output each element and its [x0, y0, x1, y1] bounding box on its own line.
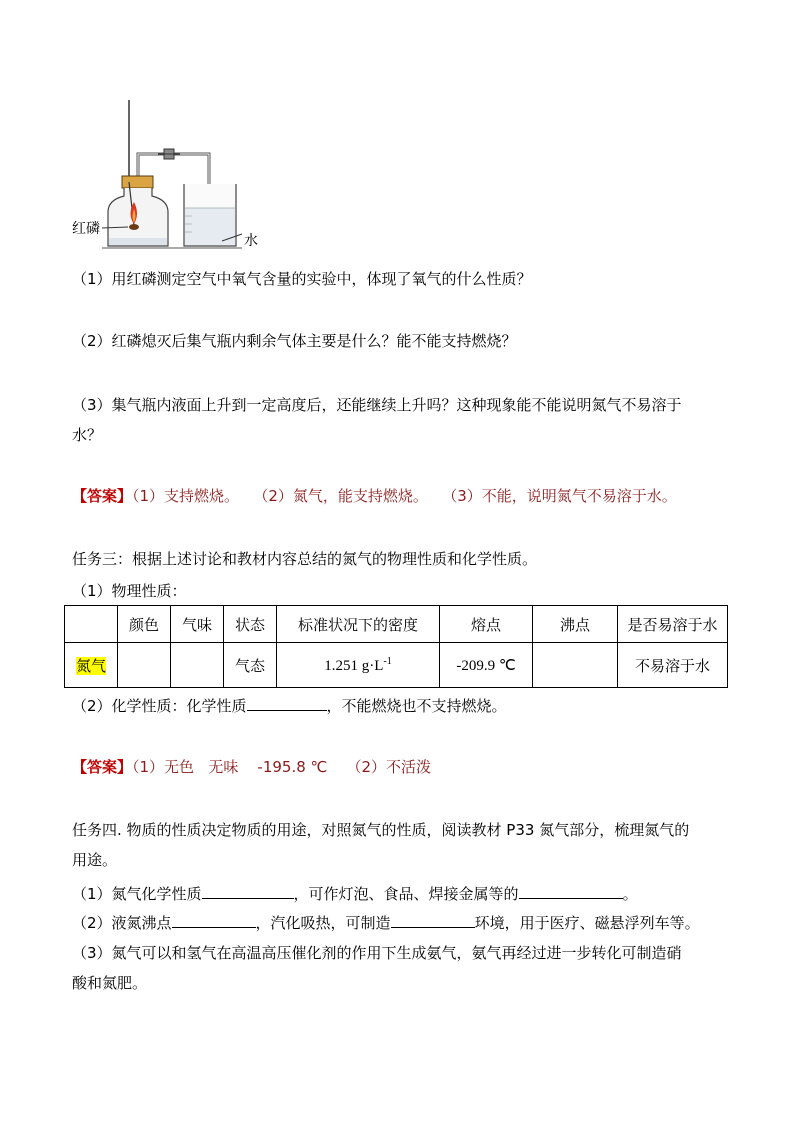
task-4-item-1-c: 。	[622, 885, 638, 903]
nitrogen-properties-table	[64, 605, 728, 688]
task-3-sub-2-suffix: ，不能燃烧也不支持燃烧。	[326, 697, 507, 715]
question-1: （1）用红磷测定空气中氧气含量的实验中，体现了氧气的什么性质？	[72, 270, 532, 288]
answer-2	[72, 756, 431, 778]
apparatus-figure	[72, 96, 272, 254]
table-cell-soluble: 不易溶于水	[618, 643, 728, 688]
task-4-line-1: 任务四. 物质的性质决定物质的用途，对照氮气的性质，阅读教材 P33 氮气部分，梳理氮气的	[72, 821, 690, 839]
task-4-item-2-a: （2）液氮沸点	[72, 914, 172, 932]
table-header-cell	[65, 606, 118, 643]
table-header-cell: 熔点	[440, 606, 533, 643]
substance-name: 氮气	[75, 656, 106, 675]
task-4-item-3-line-2: 酸和氮肥。	[72, 974, 148, 992]
table-cell-color	[118, 643, 171, 688]
task-3-sub-2	[72, 694, 507, 717]
fill-blank[interactable]	[247, 694, 327, 711]
label-water: 水	[244, 233, 258, 249]
table-header-cell: 状态	[224, 606, 277, 643]
table-header-cell: 颜色	[118, 606, 171, 643]
task-3-title: 任务三：根据上述讨论和教材内容总结的氮气的物理性质和化学性质。	[72, 550, 538, 568]
table-header-cell: 沸点	[533, 606, 618, 643]
table-row	[65, 643, 728, 688]
task-4-item-1	[72, 882, 638, 905]
fill-blank[interactable]	[519, 882, 623, 899]
table-cell-smell	[171, 643, 224, 688]
table-cell-density	[277, 643, 440, 688]
answer-2-text: （1）无色 无味 -195.8 ℃ （2）不活泼	[132, 758, 432, 776]
label-red-phosphorus: 红磷	[72, 221, 100, 237]
task-4-item-2	[72, 911, 700, 934]
task-3-sub-1: （1）物理性质：	[72, 582, 187, 600]
table-header-cell: 是否易溶于水	[618, 606, 728, 643]
density-exponent: -1	[383, 655, 392, 667]
task-4-line-2: 用途。	[72, 851, 118, 869]
table-header-cell: 气味	[171, 606, 224, 643]
table-header-row	[65, 606, 728, 643]
answer-tag: 【答案】	[72, 487, 133, 505]
table-header-cell: 标准状况下的密度	[277, 606, 440, 643]
table-cell-boiling	[533, 643, 618, 688]
apparatus-diagram	[72, 96, 272, 254]
table-cell-name	[65, 643, 118, 688]
question-2: （2）红磷熄灭后集气瓶内剩余气体主要是什么？能不能支持燃烧？	[72, 332, 517, 350]
task-4-item-2-c: 环境，用于医疗、磁悬浮列车等。	[474, 914, 700, 932]
answer-1-text: （1）支持燃烧。 （2）氮气，能支持燃烧。 （3）不能，说明氮气不易溶于水。	[132, 487, 677, 505]
table-cell-state: 气态	[224, 643, 277, 688]
task-4-item-1-b: ，可作灯泡、食品、焊接金属等的	[293, 885, 519, 903]
answer-1	[72, 485, 677, 507]
table-cell-melting: -209.9 ℃	[440, 643, 533, 688]
fill-blank[interactable]	[202, 882, 294, 899]
task-3-sub-2-prefix: （2）化学性质：化学性质	[72, 697, 247, 715]
question-3-line-1: （3）集气瓶内液面上升到一定高度后，还能继续上升吗？这种现象能不能说明氮气不易溶于	[72, 396, 682, 414]
density-value: 1.251 g·L	[324, 657, 384, 674]
answer-tag: 【答案】	[72, 758, 133, 776]
fill-blank[interactable]	[391, 911, 475, 928]
task-4-item-2-b: ，汽化吸热，可制造	[255, 914, 391, 932]
question-3-line-2: 水？	[72, 426, 103, 444]
fill-blank[interactable]	[172, 911, 256, 928]
task-4-item-1-a: （1）氮气化学性质	[72, 885, 202, 903]
task-4-item-3-line-1: （3）氮气可以和氢气在高温高压催化剂的作用下生成氨气，氨气再经过进一步转化可制造硝	[72, 944, 682, 962]
